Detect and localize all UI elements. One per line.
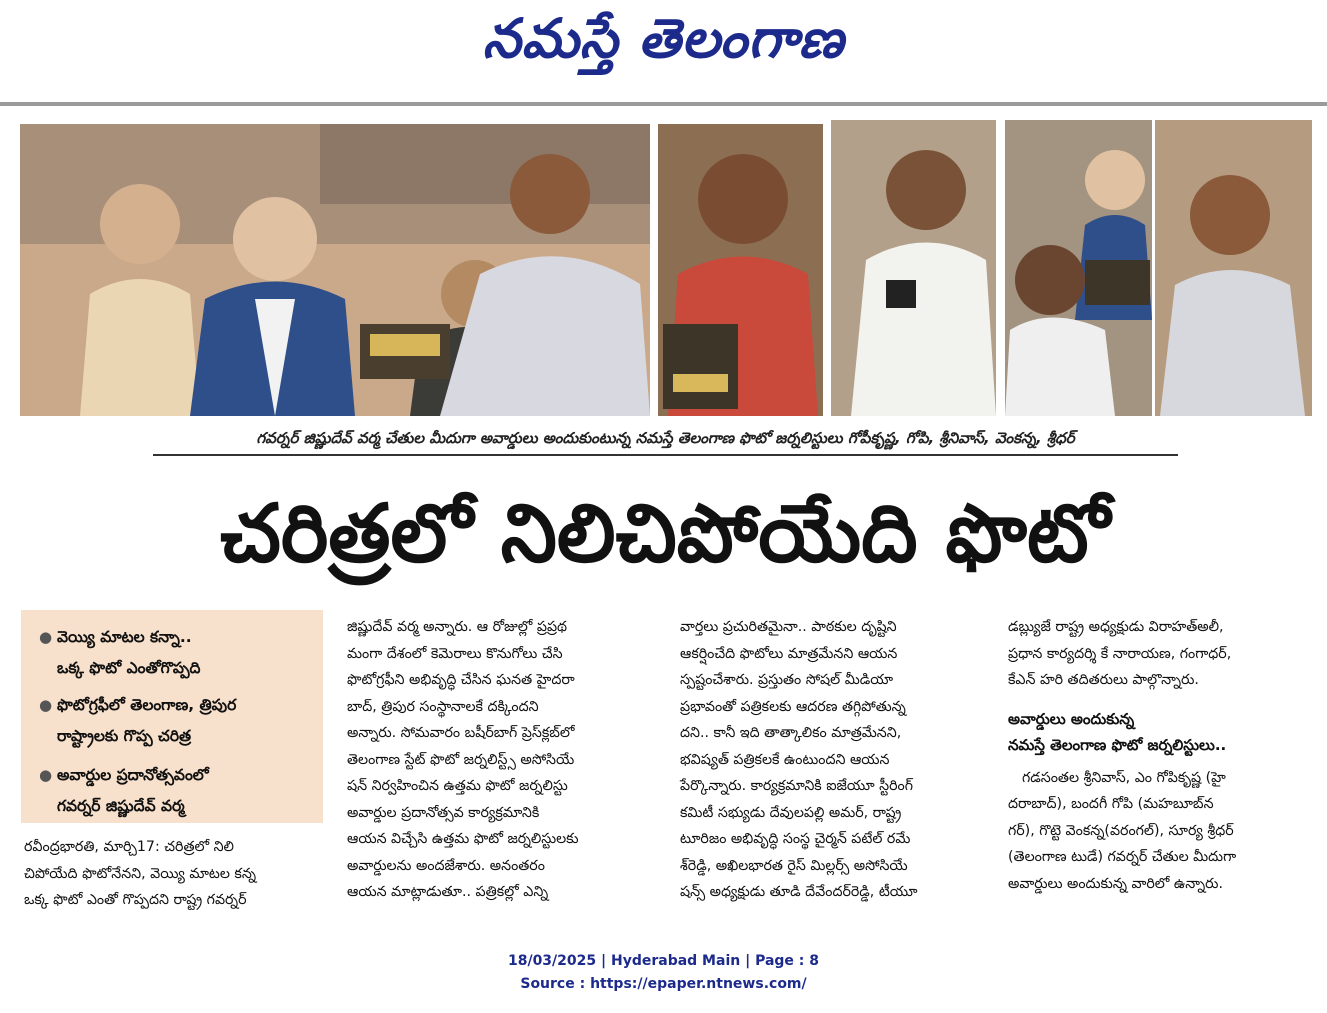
article-line: అవార్డులు అందుకున్న వారిలో ఉన్నారు. bbox=[1008, 875, 1223, 892]
article-line: గడసంతల శ్రీనివాస్, ఎం గోపికృష్ణ (హై bbox=[1022, 769, 1226, 786]
footer-source-line: Source : https://epaper.ntnews.com/ bbox=[520, 976, 807, 992]
article-column-1 bbox=[24, 834, 324, 914]
masthead-title: నమస్తే తెలంగాణ bbox=[482, 7, 845, 70]
article-column-2 bbox=[347, 614, 672, 906]
highlight-item: ● ఫొటోగ్రఫీలో తెలంగాణ, త్రిపుర bbox=[39, 690, 236, 721]
article-line: అవార్డుల ప్రదానోత్సవ కార్యక్రమానికి bbox=[347, 804, 540, 821]
photo-gopikrishna bbox=[658, 124, 823, 416]
article-line: మంగా దేశంలో కెమెరాలు కొనుగోలు చేసి bbox=[347, 645, 563, 662]
article-line: తెలంగాణ స్టేట్ ఫొటో జర్నలిస్ట్స్ అసోసియే bbox=[347, 751, 575, 768]
article-line: ఆయన విచ్చేసి ఉత్తమ ఫొటో జర్నలిస్టులకు bbox=[347, 831, 579, 847]
highlight-item-cont: ఒక్క ఫొటో ఎంతోగొప్పది bbox=[57, 659, 201, 677]
article-line: బాద్, త్రిపుర సంస్థానాలకే దక్కిందని bbox=[347, 698, 539, 715]
article-line: చిపోయేది ఫొటోనేనని, వెయ్యి మాటల కన్న bbox=[24, 865, 256, 882]
article-line: అవార్డులను అందజేశారు. అనంతరం bbox=[347, 857, 545, 874]
bullet-icon: ● bbox=[39, 766, 53, 784]
article-subhead: అవార్డులు అందుకున్న bbox=[1008, 709, 1135, 728]
article-line: టూరిజం అభివృద్ధి సంస్థ చైర్మన్ పటేల్ రమే bbox=[680, 831, 911, 847]
highlight-item-cont: గవర్నర్ జిష్ణుదేవ్ వర్మ bbox=[57, 797, 185, 815]
article-line: దరాబాద్), బందగీ గోపి (మహబూబ్‌న bbox=[1008, 796, 1214, 812]
footer-date-line: 18/03/2025 | Hyderabad Main | Page : 8 bbox=[507, 953, 820, 969]
article-line: షన్స్ అధ్యక్షుడు తూడి దేవేందర్‌రెడ్డి, టీయూ bbox=[680, 884, 918, 900]
main-photo bbox=[20, 124, 650, 416]
article-line: వార్తలు ప్రచురితమైనా.. పాఠకుల దృష్టిని bbox=[680, 619, 897, 635]
article-line: డబ్ల్యుజే రాష్ట్ర అధ్యక్షుడు విరాహత్‌అలీ, bbox=[1008, 619, 1224, 635]
headline: చరిత్రలో నిలిచిపోయేది ఫొటో bbox=[220, 487, 1110, 580]
highlight-item: ● వెయ్యి మాటల కన్నా.. bbox=[39, 622, 192, 653]
article-line: ప్రభావంతో పత్రికలకు ఆదరణ తగ్గిపోతున్న bbox=[680, 698, 906, 715]
article-line: దని.. కానీ ఇది తాత్కాలికం మాత్రమేనని, bbox=[680, 725, 902, 741]
masthead-divider bbox=[0, 102, 1327, 106]
masthead bbox=[0, 0, 1327, 104]
article-subhead: నమస్తే తెలంగాణ ఫొటో జర్నలిస్టులు.. bbox=[1008, 736, 1227, 754]
article-line: జిష్ణుదేవ్ వర్మ అన్నారు. ఆ రోజుల్లో ప్రప్రథ bbox=[347, 619, 568, 635]
article-line: రవీంద్రభారతి, మార్చి17: చరిత్రలో నిలి bbox=[24, 839, 234, 855]
article-column-4 bbox=[1008, 614, 1313, 897]
article-line: ఫొటోగ్రఫీని అభివృద్ధి చేసిన ఘనత హైదరా bbox=[347, 672, 575, 688]
photo-gopi bbox=[1005, 120, 1152, 416]
article-line: గర్), గొట్టె వెంకన్న(వరంగల్), సూర్య శ్రీధర్ bbox=[1008, 822, 1234, 839]
article-line: అన్నారు. సోమవారం బషీర్‌బాగ్ ప్రెస్‌క్లబ్‌లో bbox=[347, 725, 575, 741]
highlights-box bbox=[21, 610, 323, 823]
photo-srinivas bbox=[831, 120, 996, 416]
article-line: కేఎన్ హరి తదితరులు పాల్గొన్నారు. bbox=[1008, 672, 1199, 688]
highlight-item: ● అవార్డుల ప్రదానోత్సవంలో bbox=[39, 760, 209, 791]
article-line: శ్‌రెడ్డి, అఖిలభారత రైస్ మిల్లర్స్ అసోసియే bbox=[680, 857, 908, 874]
photo-venkanna bbox=[1155, 120, 1312, 416]
article-line: భవిష్యత్ పత్రికలకే ఉంటుందని ఆయన bbox=[680, 751, 890, 768]
article-line: పేర్కొన్నారు. కార్యక్రమానికి ఐజేయూ స్టీరింగ్ bbox=[680, 778, 913, 794]
bullet-icon: ● bbox=[39, 696, 53, 714]
article-line: స్పష్టంచేశారు. ప్రస్తుతం సోషల్ మీడియా bbox=[680, 672, 894, 688]
article-line: ఒక్క ఫొటో ఎంతో గొప్పదని రాష్ట్ర గవర్నర్ bbox=[24, 892, 247, 908]
article-line: షన్ నిర్వహించిన ఉత్తమ ఫొటో జర్నలిస్టు bbox=[347, 778, 568, 794]
article-line: (తెలంగాణ టుడే) గవర్నర్ చేతుల మీదుగా bbox=[1008, 849, 1237, 865]
bullet-icon: ● bbox=[39, 628, 53, 646]
highlight-item-cont: రాష్ట్రాలకు గొప్ప చరిత్ర bbox=[57, 727, 192, 745]
article-line: ఆయన మాట్లాడుతూ.. పత్రికల్లో ఎన్ని bbox=[347, 884, 549, 900]
article-column-3 bbox=[680, 614, 1000, 906]
article-line: ప్రధాన కార్యదర్శి కే నారాయణ, గంగాధర్, bbox=[1008, 645, 1232, 662]
article-line: ఆకర్షించేది ఫొటోలు మాత్రమేనని ఆయన bbox=[680, 645, 898, 662]
photo-caption: గవర్నర్ జిష్ణుదేవ్ వర్మ చేతుల మీదుగా అవార్డులు అందుకుంటున్న నమస్తే తెలంగాణ ఫొటో జర్నలిస్టులు గోపీకృష్ణ, గోపి, శ్రీనివాస్, వెంకన్న, శ్రీధర్ bbox=[153, 424, 1178, 456]
article-line: కమిటీ సభ్యుడు దేవులపల్లి అమర్, రాష్ట్ర bbox=[680, 804, 902, 821]
